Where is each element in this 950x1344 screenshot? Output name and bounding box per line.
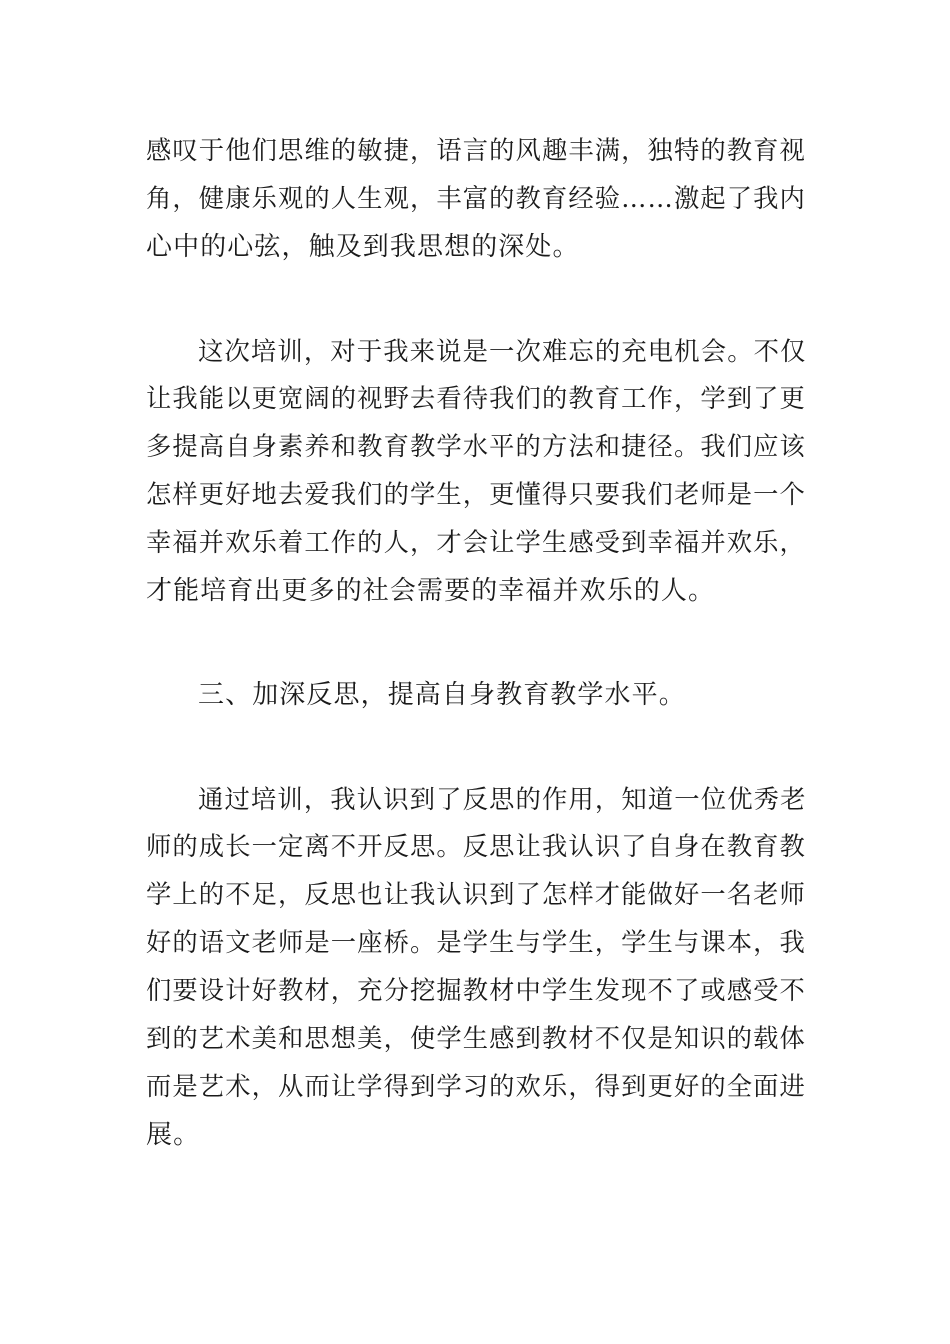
- paragraph-1-line-3: 心中的心弦，触及到我思想的深处。: [146, 232, 580, 262]
- paragraph-4-line-2: 师的成长一定离不开反思。反思让我认识了自身在教育教: [146, 832, 806, 861]
- paragraph-2-line-5: 幸福并欢乐着工作的人，才会让学生感受到幸福并欢乐，: [146, 528, 806, 557]
- paragraph-2-line-4: 怎样更好地去爱我们的学生，更懂得只要我们老师是一个: [146, 480, 806, 509]
- paragraph-4-line-7: 而是艺术，从而让学得到学习的欢乐，得到更好的全面进: [146, 1072, 806, 1101]
- paragraph-4-line-6: 到的艺术美和思想美，使学生感到教材不仅是知识的载体: [146, 1024, 806, 1053]
- paragraph-4-line-3: 学上的不足，反思也让我认识到了怎样才能做好一名老师: [146, 880, 806, 909]
- section-heading: 三、加深反思，提高自身教育教学水平。: [198, 680, 686, 710]
- paragraph-2-line-1: 这次培训，对于我来说是一次难忘的充电机会。不仅: [198, 336, 807, 366]
- paragraph-1-line-1: 感叹于他们思维的敏捷，语言的风趣丰满，独特的教育视: [146, 136, 806, 165]
- paragraph-4-line-8: 展。: [146, 1120, 201, 1150]
- paragraph-2-line-3: 多提高自身素养和教育教学水平的方法和捷径。我们应该: [146, 432, 806, 461]
- paragraph-2-line-6: 才能培育出更多的社会需要的幸福并欢乐的人。: [146, 576, 716, 606]
- paragraph-1-line-2: 角，健康乐观的人生观，丰富的教育经验……激起了我内: [146, 184, 806, 213]
- paragraph-4-line-1: 通过培训，我认识到了反思的作用，知道一位优秀老: [198, 784, 807, 814]
- paragraph-4-line-5: 们要设计好教材，充分挖掘教材中学生发现不了或感受不: [146, 976, 806, 1005]
- paragraph-2-line-2: 让我能以更宽阔的视野去看待我们的教育工作，学到了更: [146, 384, 806, 413]
- paragraph-4-line-4: 好的语文老师是一座桥。是学生与学生，学生与课本，我: [146, 928, 806, 957]
